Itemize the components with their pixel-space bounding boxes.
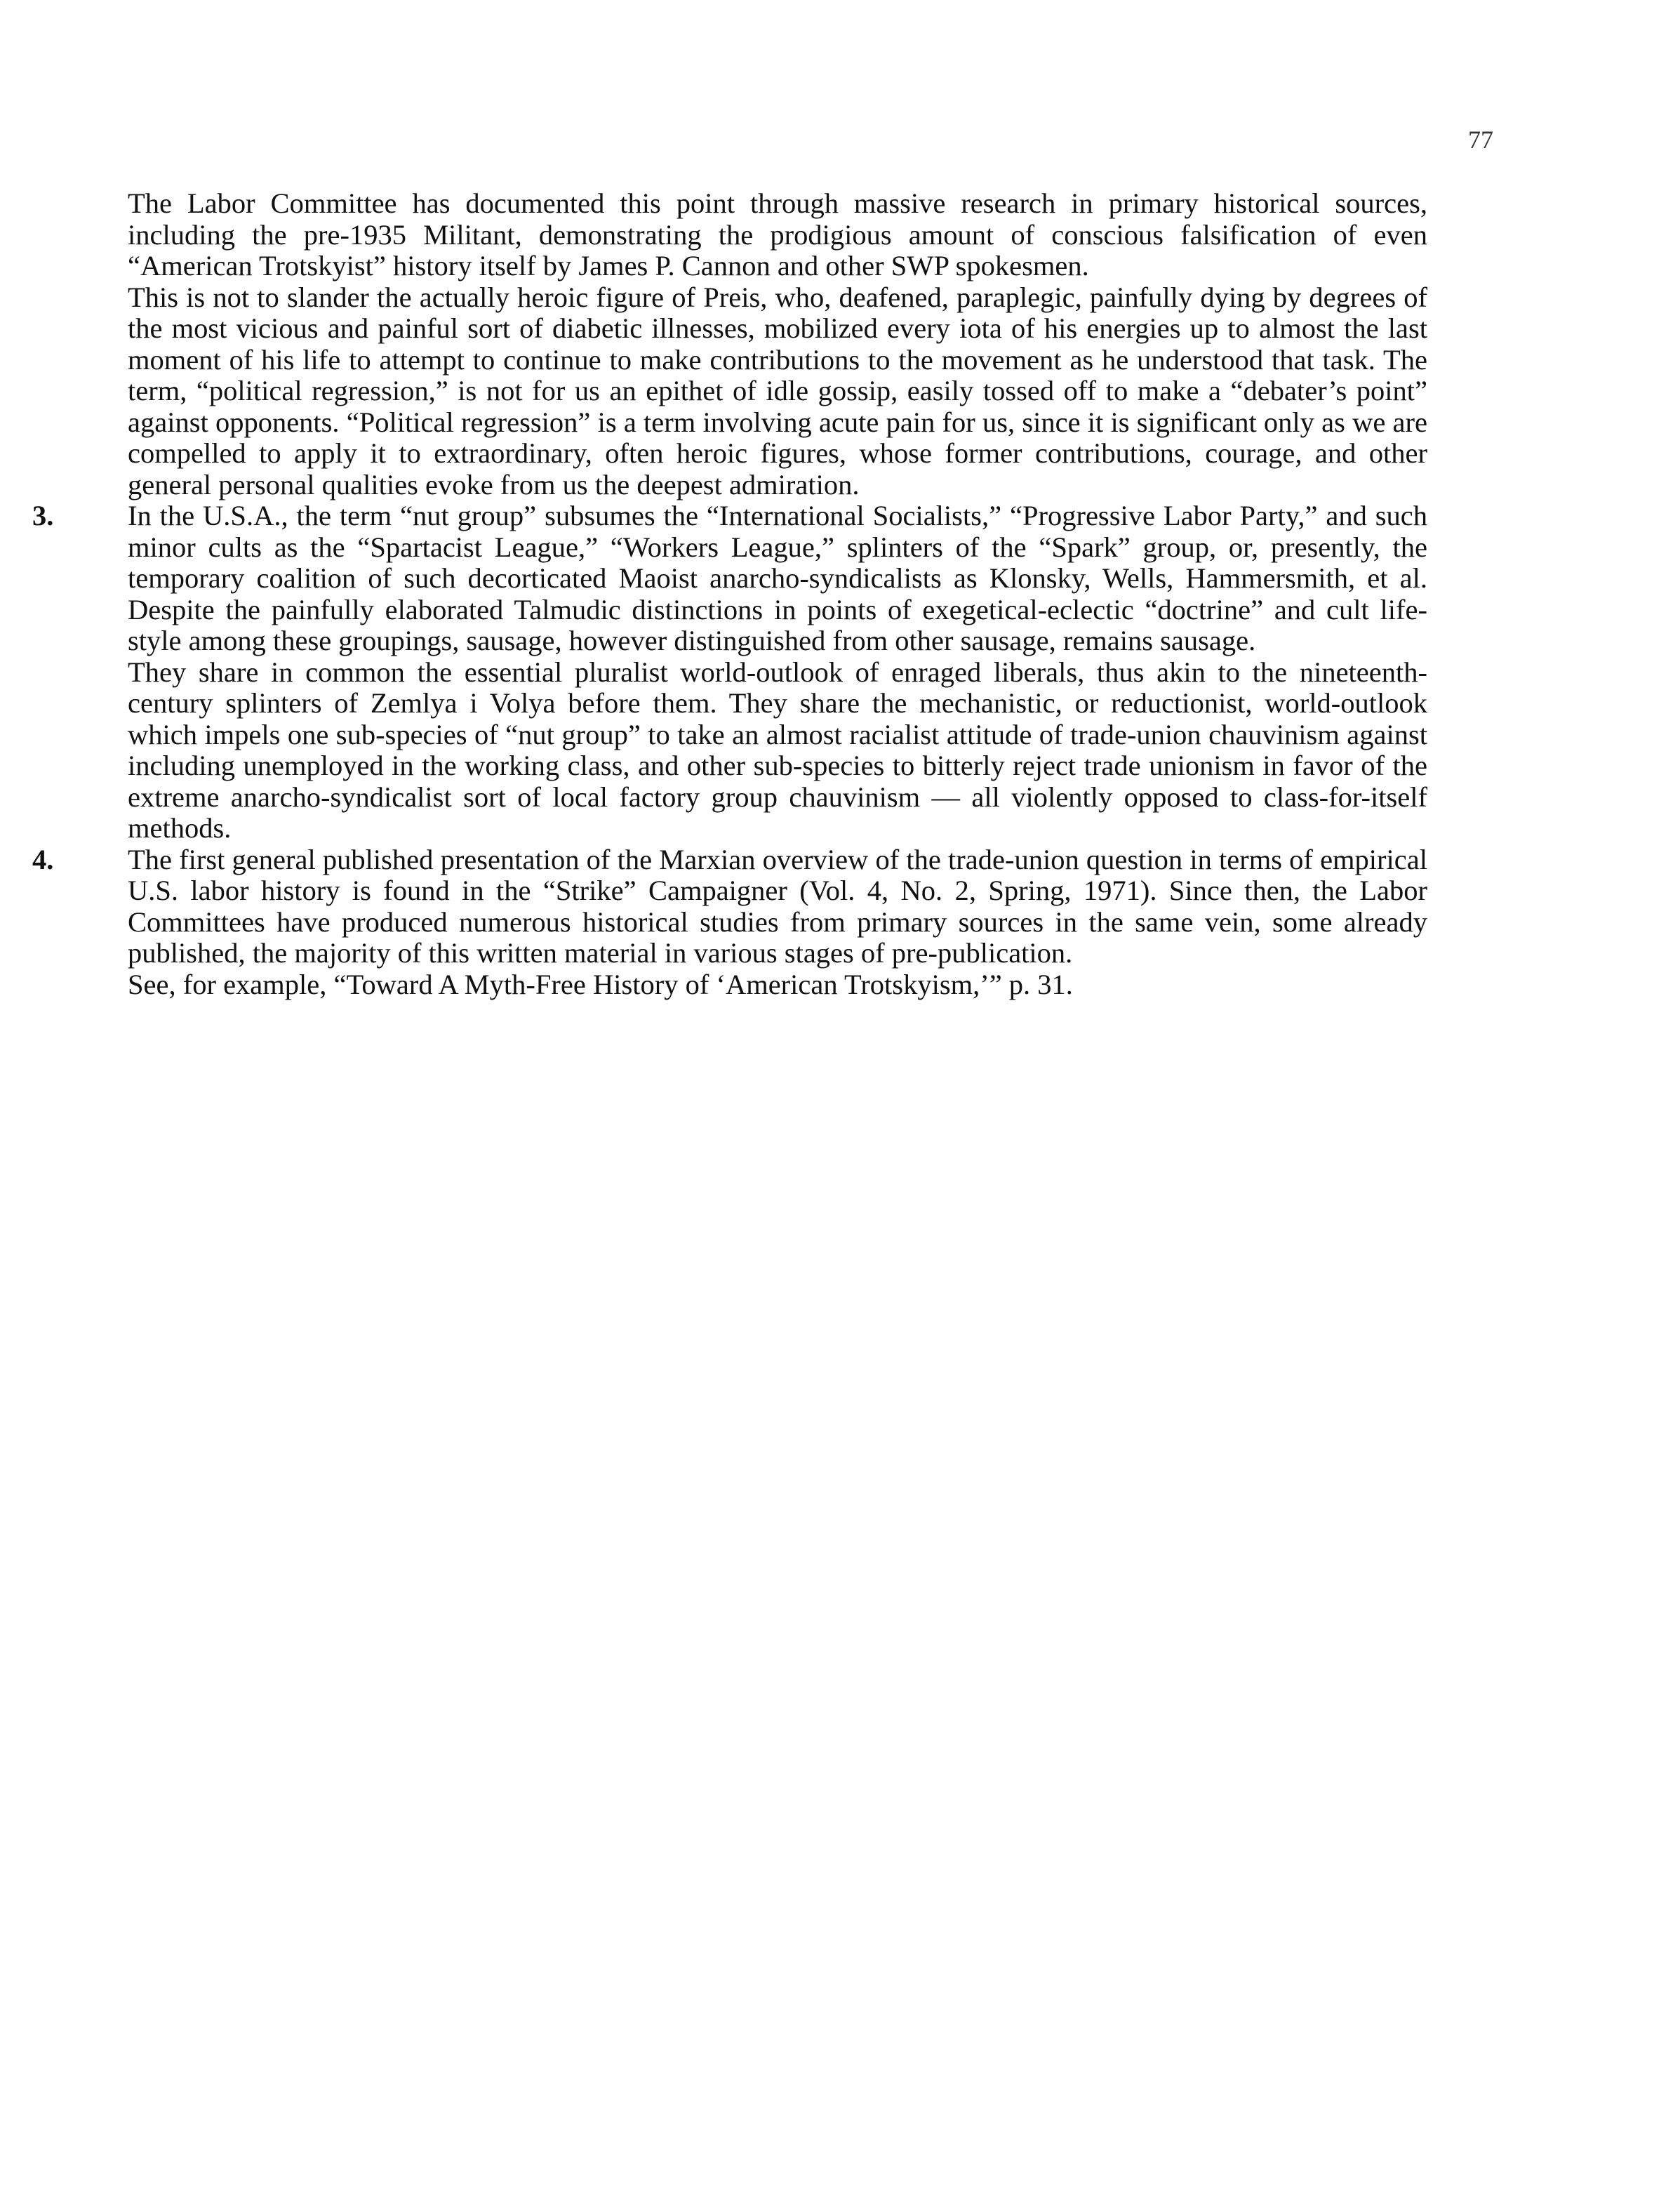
footnote-paragraph: See, for example, “Toward A Myth-Free History of ‘American Trotskyism,’” p. 31. xyxy=(128,968,1073,1000)
footnote-paragraph: The Labor Committee has documented this point through massive research in primary historical sources, including the pre-1935 Militant, demonstrating the prodigious amount of conscious falsification of even “American Trotskyist” history itself by James P. Cannon and other SWP spokesmen. xyxy=(128,187,1427,281)
footnote-number: 4. xyxy=(32,843,54,875)
page-number: 77 xyxy=(1468,126,1493,154)
footnote-4 xyxy=(32,843,1427,1001)
footnotes-section xyxy=(32,187,1427,1000)
footnote-3 xyxy=(32,500,1427,844)
footnote-paragraph: This is not to slander the actually heroic figure of Preis, who, deafened, paraplegic, painfully dying by degrees of the most vicious and painful sort of diabetic illnesses, mobilized every iota of his energies up to almost the last moment of his life to attempt to continue to make contributions to the movement as he understood that task. The term, “political regression,” is not for us an epithet of idle gossip, easily tossed off to make a “debater’s point” against opponents. “Political regression” is a term involving acute pain for us, since it is significant only as we are compelled to apply it to extraordinary, often heroic figures, whose former contributions, courage, and other general personal qualities evoke from us the deepest admiration. xyxy=(128,281,1427,500)
footnote-paragraph: The first general published presentation of the Marxian overview of the trade-union question in terms of empirical U.S. labor history is found in the “Strike” Campaigner (Vol. 4, No. 2, Spring, 1971). Since then, the Labor Committees have produced numerous historical studies from primary sources in the same vein, some already published, the majority of this written material in various stages of pre-publication. xyxy=(128,843,1427,969)
footnote-paragraph: They share in common the essential pluralist world-outlook of enraged liberals, thus akin to the nineteenth-century splinters of Zemlya i Volya before them. They share the mechanistic, or reductionist, world-outlook which impels one sub-species of “nut group” to take an almost racialist attitude of trade-union chauvinism against including unemployed in the working class, and other sub-species to bitterly reject trade unionism in favor of the extreme anarcho-syndicalist sort of local factory group chauvinism — all violently opposed to class-for-itself methods. xyxy=(128,656,1427,844)
footnote-continued xyxy=(128,188,1427,500)
footnote-paragraph: In the U.S.A., the term “nut group” subsumes the “International Socialists,” “Progressive Labor Party,” and such minor cults as the “Spartacist League,” “Workers League,” splinters of the “Spark” group, or, presently, the temporary coalition of such decorticated Maoist anarcho-syndicalists as Klonsky, Wells, Hammersmith, et al. Despite the painfully elaborated Talmudic distinctions in points of exegetical-eclectic “doctrine” and cult life-style among these groupings, sausage, however distinguished from other sausage, remains sausage. xyxy=(128,500,1427,656)
footnote-number: 3. xyxy=(32,500,54,531)
